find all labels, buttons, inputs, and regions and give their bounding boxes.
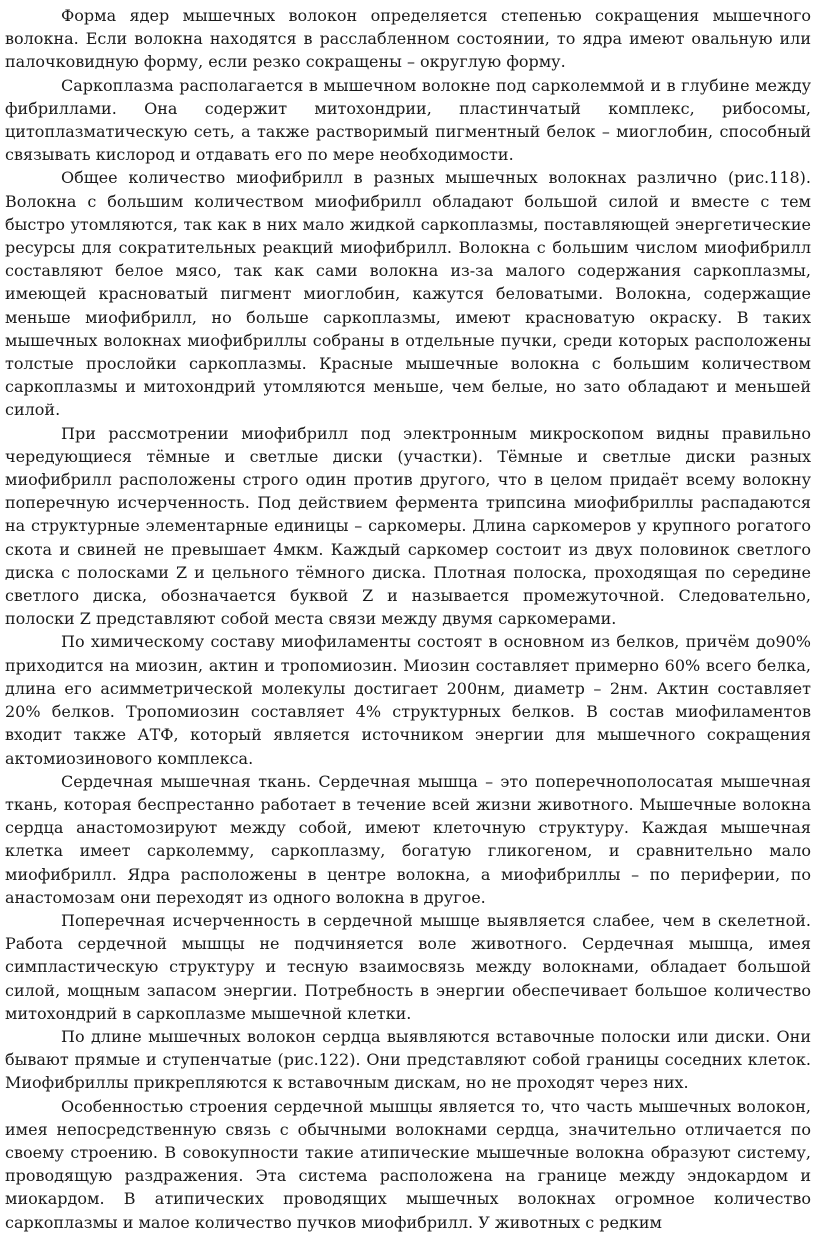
paragraph-nucleus-shape: Форма ядер мышечных волокон определяется степенью сокращения мышечного волокна. Если волокна находятся в расслабленном состоянии, то ядра имеют овальную или палочковидную форму, если резко сокращены – округлую форму. [5, 6, 811, 72]
paragraph-intercalated-discs: По длине мышечных волокон сердца выявляются вставочные полоски или диски. Они бывают прямые и ступенчатые (рис.122). Они представляют собой границы соседних клеток. Миофибриллы прикрепляются к вставочным дискам, но не проходят через них. [5, 1026, 811, 1093]
paragraph-sarcoplasm: Саркоплазма располагается в мышечном волокне под сарколеммой и в глубине между фибриллами. Она содержит митохондрии, пластинчатый комплекс, рибосомы, цитоплазматическую сеть, а также растворимый пигментный белок – миоглобин, способный связывать кислород и отдавать его по мере необходимости. [5, 75, 811, 165]
paragraph-cardiac-tissue: Сердечная мышечная ткань. Сердечная мышца – это поперечнополосатая мышечная ткань, которая беспрестанно работает в течение всей жизни животного. Мышечные волокна сердца анастомозируют между собой, имеют клеточную структуру. Каждая мышечная клетка имеет сарколемму, саркоплазму, богатую гликогеном, и сравнительно мало миофибрилл. Ядра расположены в центре волокна, а миофибриллы – по периферии, по анастомозам они переходят из одного волокна в другое. [5, 771, 811, 907]
paragraph-electron-microscope: При рассмотрении миофибрилл под электронным микроскопом видны правильно чередующиеся тёмные и светлые диски (участки). Тёмные и светлые диски разных миофибрилл расположены строго один против другого, что в целом придаёт всему волокну поперечную исчерченность. Под действием фермента трипсина миофибриллы распадаются на структурные элементарные единицы – саркомеры. Длина саркомеров у крупного рогатого скота и свиней не превышает 4мкм. Каждый саркомер состоит из двух половинок светлого диска с полосками Z и цельного тёмного диска. Плотная полоска, проходящая по середине светлого диска, обозначается буквой Z и называется промежуточной. Следовательно, полоски Z представляют собой места связи между двумя саркомерами. [5, 423, 811, 629]
paragraph-chemical-composition: По химическому составу миофиламенты состоят в основном из белков, причём до90% приходится на миозин, актин и тропомиозин. Миозин составляет примерно 60% всего белка, длина его асимметрической молекулы достигает 200нм, диаметр – 2нм. Актин составляет 20% белков. Тропомиозин составляет 4% структурных белков. В состав миофиламентов входит также АТФ, который является источником энергии для мышечного сокращения актомиозинового комплекса. [5, 632, 811, 768]
paragraph-cardiac-striation: Поперечная исчерченность в сердечной мышце выявляется слабее, чем в скелетной. Работа сердечной мышцы не подчиняется воле животного. Сердечная мышца, имея симпластическую структуру и тесную взаимосвязь между волокнами, обладает большой силой, мощным запасом энергии. Потребность в энергии обеспечивает большое количество митохондрий в саркоплазме мышечной клетки. [5, 910, 811, 1023]
paragraph-myofibril-count: Общее количество миофибрилл в разных мышечных волокнах различно (рис.118). Волокна с большим количеством миофибрилл обладают большой силой и вместе с тем быстро утомляются, так как в них мало жидкой саркоплазмы, поставляющей энергетические ресурсы для сократительных реакций миофибрилл. Волокна с большим числом миофибрилл составляют белое мясо, так как сами волокна из-за малого содержания саркоплазмы, имеющей красноватый пигмент миоглобин, кажутся беловатыми. Волокна, содержащие меньше миофибрилл, но больше саркоплазмы, имеют красноватую окраску. В таких мышечных волокнах миофибриллы собраны в отдельные пучки, среди которых расположены толстые прослойки саркоплазмы. Красные мышечные волокна с большим количеством саркоплазмы и митохондрий утомляются меньше, чем белые, но зато обладают и меньшей силой. [5, 168, 811, 420]
paragraph-conducting-system: Особенностью строения сердечной мышцы является то, что часть мышечных волокон, имея непосредственную связь с обычными волокнами сердца, значительно отличается по своему строению. В совокупности такие атипические мышечные волокна образуют систему, проводящую раздражения. Эта система расположена на границе между эндокардом и миокардом. В атипических проводящих мышечных волокнах огромное количество саркоплазмы и малое количество пучков миофибрилл. У животных с редким [5, 1096, 811, 1232]
